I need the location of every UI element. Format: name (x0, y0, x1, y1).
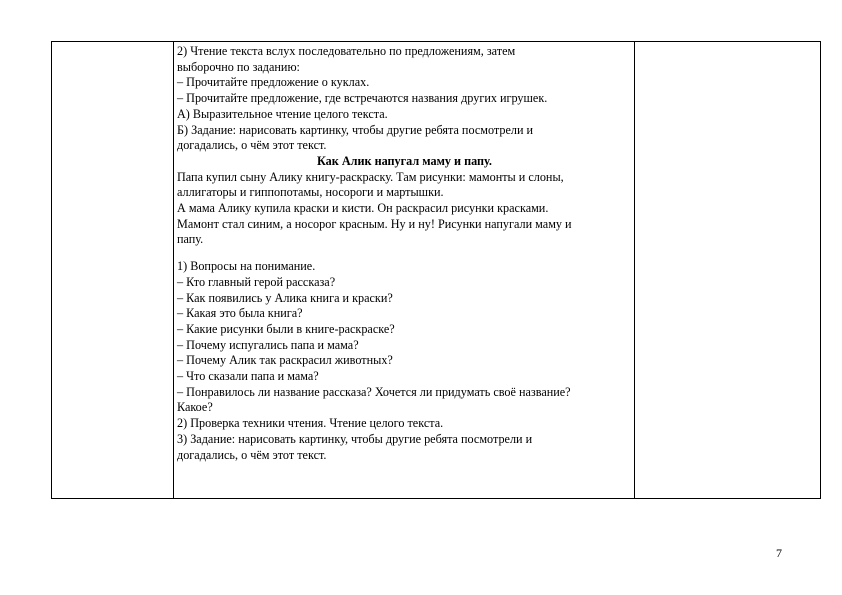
story-line: Папа купил сыну Алику книгу-раскраску. Там рисунки: мамонты и слоны, (177, 169, 564, 184)
question-line: – Какая это была книга? (177, 306, 303, 321)
question-line: – Понравилось ли название рассказа? Хочется ли придумать своё название? (177, 384, 571, 399)
column-divider-left (173, 42, 174, 498)
text-line: – Прочитайте предложение о куклах. (177, 75, 370, 90)
question-line: – Как появились у Алика книга и краски? (177, 290, 393, 305)
question-line: – Почему испугались папа и мама? (177, 337, 359, 352)
page-number: 7 (776, 546, 782, 560)
text-line: выборочно по заданию: (177, 59, 300, 74)
content-cell (177, 44, 632, 463)
question-line: – Какие рисунки были в книге-раскраске? (177, 321, 395, 336)
question-line: 3) Задание: нарисовать картинку, чтобы другие ребята посмотрели и (177, 431, 533, 446)
question-line: 1) Вопросы на понимание. (177, 259, 316, 274)
story-line: А мама Алику купила краски и кисти. Он раскрасил рисунки красками. (177, 201, 549, 216)
lesson-table (51, 41, 821, 499)
story-line: папу. (177, 232, 204, 247)
story-line: Мамонт стал синим, а носорог красным. Ну и ну! Рисунки напугали маму и (177, 216, 572, 231)
text-line: 2) Чтение текста вслух последовательно по предложениям, затем (177, 44, 516, 58)
question-line: 2) Проверка техники чтения. Чтение целого текста. (177, 416, 444, 431)
question-line: Какое? (177, 400, 213, 415)
text-line: А) Выразительное чтение целого текста. (177, 106, 388, 121)
question-line: догадались, о чём этот текст. (177, 447, 327, 462)
question-line: – Кто главный герой рассказа? (177, 274, 336, 289)
text-line: догадались, о чём этот текст. (177, 138, 327, 153)
story-line: аллигаторы и гиппопотамы, носороги и мартышки. (177, 185, 444, 200)
story-title: Как Алик напугал маму и папу. (317, 153, 492, 168)
question-line: – Что сказали папа и мама? (177, 369, 319, 384)
column-divider-right (634, 42, 635, 498)
text-line: Б) Задание: нарисовать картинку, чтобы другие ребята посмотрели и (177, 122, 534, 137)
question-line: – Почему Алик так раскрасил животных? (177, 353, 393, 368)
text-line: – Прочитайте предложение, где встречаются названия других игрушек. (177, 91, 548, 106)
blank-line (177, 248, 632, 259)
